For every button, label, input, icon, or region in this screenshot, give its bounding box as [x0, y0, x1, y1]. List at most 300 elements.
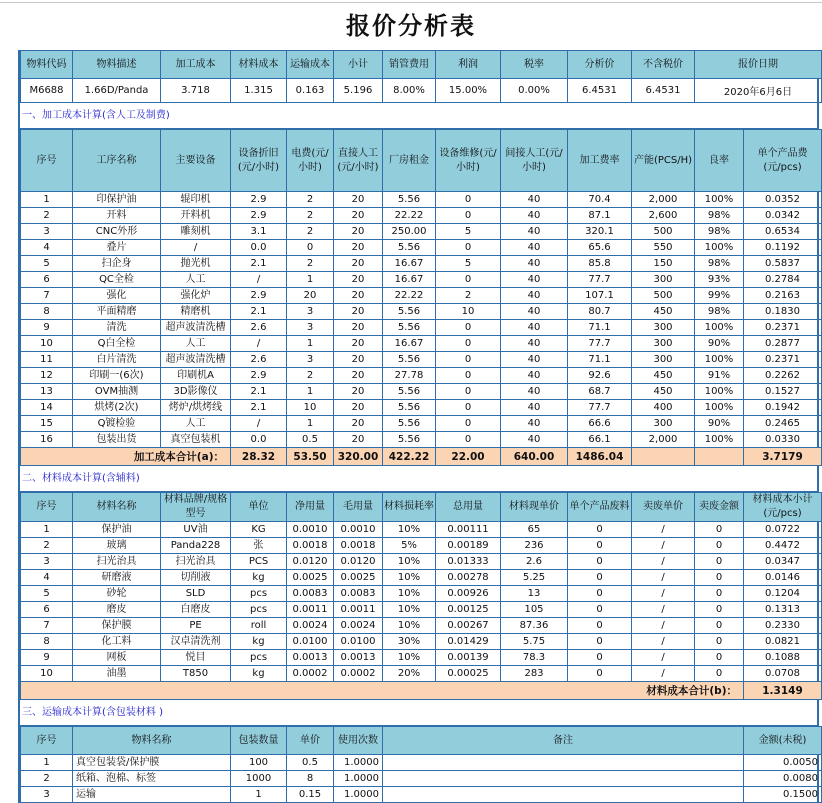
table-cell[interactable]: QC全检	[73, 272, 161, 288]
table-cell[interactable]: 300	[632, 320, 695, 336]
total-cell[interactable]: 1.3149	[744, 682, 822, 700]
table-cell[interactable]: /	[632, 570, 695, 586]
table-cell[interactable]: 人工	[161, 336, 231, 352]
table-cell[interactable]: 65	[501, 522, 568, 538]
table-cell[interactable]: Panda228	[161, 538, 231, 554]
pre-tax-price-cell[interactable]: 6.4531	[632, 79, 695, 103]
table-cell[interactable]: 87.1	[568, 208, 632, 224]
table-cell[interactable]: 5.56	[383, 384, 436, 400]
table-cell[interactable]: 20	[334, 272, 383, 288]
table-cell[interactable]: 10	[436, 304, 501, 320]
table-cell[interactable]: 0.0146	[744, 570, 822, 586]
table-cell[interactable]: 0.0010	[334, 522, 383, 538]
table-cell[interactable]: 1	[287, 336, 334, 352]
table-cell[interactable]: T850	[161, 666, 231, 682]
table-cell[interactable]: 0.0013	[287, 650, 334, 666]
table-cell[interactable]: 10	[21, 336, 73, 352]
table-cell[interactable]: 切削液	[161, 570, 231, 586]
table-cell[interactable]: 0.2784	[744, 272, 822, 288]
table-cell[interactable]: 20	[334, 288, 383, 304]
table-cell[interactable]: 10	[21, 666, 73, 682]
table-cell[interactable]: 10%	[383, 522, 436, 538]
table-cell[interactable]: 71.1	[568, 320, 632, 336]
table-cell[interactable]: 0.0013	[334, 650, 383, 666]
table-cell[interactable]: 20	[334, 368, 383, 384]
table-cell[interactable]: 1	[287, 272, 334, 288]
table-cell[interactable]: 0	[695, 570, 744, 586]
table-cell[interactable]: 0.0821	[744, 634, 822, 650]
table-cell[interactable]: 保护油	[73, 522, 161, 538]
table-cell[interactable]: 320.1	[568, 224, 632, 240]
table-cell[interactable]: 2	[21, 538, 73, 554]
table-cell[interactable]: 0	[287, 240, 334, 256]
table-cell[interactable]: 3	[287, 320, 334, 336]
table-cell[interactable]: 5.56	[383, 320, 436, 336]
table-cell[interactable]: 98%	[695, 224, 744, 240]
table-cell[interactable]: 0.0	[231, 240, 287, 256]
table-cell[interactable]: 2.9	[231, 288, 287, 304]
table-cell[interactable]: 叠片	[73, 240, 161, 256]
table-cell[interactable]: 0.00125	[436, 602, 501, 618]
table-cell[interactable]: 白磨皮	[161, 602, 231, 618]
table-cell[interactable]: 150	[632, 256, 695, 272]
table-cell[interactable]: 0.1942	[744, 400, 822, 416]
table-cell[interactable]: 化工料	[73, 634, 161, 650]
table-cell[interactable]: 真空包装袋/保护膜	[73, 755, 231, 771]
table-cell[interactable]: 平面精磨	[73, 304, 161, 320]
table-cell[interactable]: 人工	[161, 272, 231, 288]
table-cell[interactable]: 0.0722	[744, 522, 822, 538]
table-cell[interactable]: 0	[695, 554, 744, 570]
table-cell[interactable]: 3	[21, 787, 73, 803]
table-cell[interactable]: 5	[436, 224, 501, 240]
material-cost-cell[interactable]: 1.315	[231, 79, 287, 103]
table-cell[interactable]: 0.2371	[744, 352, 822, 368]
table-cell[interactable]: 7	[21, 288, 73, 304]
table-cell[interactable]: /	[161, 240, 231, 256]
table-cell[interactable]: 450	[632, 368, 695, 384]
table-cell[interactable]: 16.67	[383, 256, 436, 272]
table-cell[interactable]: 0	[695, 618, 744, 634]
table-cell[interactable]: 40	[501, 416, 568, 432]
table-cell[interactable]: Q白全检	[73, 336, 161, 352]
table-cell[interactable]: 0.00926	[436, 586, 501, 602]
table-cell[interactable]: 0.2371	[744, 320, 822, 336]
table-cell[interactable]: 0.01429	[436, 634, 501, 650]
table-cell[interactable]: 91%	[695, 368, 744, 384]
table-cell[interactable]: 2	[287, 224, 334, 240]
table-cell[interactable]: 87.36	[501, 618, 568, 634]
table-cell[interactable]: 3	[21, 224, 73, 240]
table-cell[interactable]: 236	[501, 538, 568, 554]
table-cell[interactable]: 抛光机	[161, 256, 231, 272]
table-cell[interactable]: 40	[501, 400, 568, 416]
table-cell[interactable]: 20	[334, 192, 383, 208]
table-cell[interactable]: 2	[287, 368, 334, 384]
table-cell[interactable]: 78.3	[501, 650, 568, 666]
table-cell[interactable]: 0.0080	[744, 771, 822, 787]
table-cell[interactable]: 1.0000	[334, 771, 383, 787]
table-cell[interactable]: 20	[334, 384, 383, 400]
table-cell[interactable]: 92.6	[568, 368, 632, 384]
table-cell[interactable]: 14	[21, 400, 73, 416]
total-cell[interactable]: 28.32	[231, 448, 287, 466]
table-cell[interactable]: pcs	[231, 586, 287, 602]
table-cell[interactable]: 0.0002	[334, 666, 383, 682]
table-cell[interactable]: 400	[632, 400, 695, 416]
table-cell[interactable]: 1	[21, 755, 73, 771]
table-cell[interactable]: 20	[287, 288, 334, 304]
table-cell[interactable]: 0.4472	[744, 538, 822, 554]
table-cell[interactable]: /	[231, 416, 287, 432]
table-cell[interactable]: 40	[501, 432, 568, 448]
table-cell[interactable]: 0.0083	[334, 586, 383, 602]
table-cell[interactable]: 0.0024	[287, 618, 334, 634]
table-cell[interactable]: 0.5	[287, 755, 334, 771]
table-cell[interactable]: 印刷一(6次)	[73, 368, 161, 384]
table-cell[interactable]: /	[632, 650, 695, 666]
table-cell[interactable]: 雕刻机	[161, 224, 231, 240]
table-cell[interactable]: 运输	[73, 787, 231, 803]
table-cell[interactable]: 2,000	[632, 192, 695, 208]
table-cell[interactable]: 77.7	[568, 336, 632, 352]
table-cell[interactable]: 2,600	[632, 208, 695, 224]
table-cell[interactable]: 10%	[383, 586, 436, 602]
table-cell[interactable]: 2	[287, 256, 334, 272]
table-cell[interactable]: 8	[287, 771, 334, 787]
table-cell[interactable]: /	[632, 522, 695, 538]
table-cell[interactable]: 66.6	[568, 416, 632, 432]
table-cell[interactable]: 100%	[695, 432, 744, 448]
table-cell[interactable]: 66.1	[568, 432, 632, 448]
table-cell[interactable]: 0.1830	[744, 304, 822, 320]
table-cell[interactable]: 5	[21, 586, 73, 602]
table-cell[interactable]: pcs	[231, 602, 287, 618]
table-cell[interactable]: 清洗	[73, 320, 161, 336]
table-cell[interactable]: 450	[632, 304, 695, 320]
total-cell[interactable]: 53.50	[287, 448, 334, 466]
table-cell[interactable]: 玻璃	[73, 538, 161, 554]
table-cell[interactable]: 6	[21, 272, 73, 288]
table-cell[interactable]: 3	[287, 304, 334, 320]
total-cell[interactable]: 22.00	[436, 448, 501, 466]
table-cell[interactable]: 2	[287, 208, 334, 224]
table-cell[interactable]: /	[231, 336, 287, 352]
table-cell[interactable]: 10%	[383, 602, 436, 618]
table-cell[interactable]: kg	[231, 634, 287, 650]
table-cell[interactable]: 0.0011	[334, 602, 383, 618]
table-cell[interactable]: 300	[632, 336, 695, 352]
table-cell[interactable]: 20	[334, 352, 383, 368]
table-cell[interactable]: 70.4	[568, 192, 632, 208]
table-cell[interactable]: 研磨液	[73, 570, 161, 586]
table-cell[interactable]: 0.00278	[436, 570, 501, 586]
table-cell[interactable]: 开料	[73, 208, 161, 224]
subtotal-cell[interactable]: 5.196	[334, 79, 383, 103]
table-cell[interactable]: 0.2330	[744, 618, 822, 634]
table-cell[interactable]: 7	[21, 618, 73, 634]
table-cell[interactable]: 40	[501, 368, 568, 384]
table-cell[interactable]: 107.1	[568, 288, 632, 304]
table-cell[interactable]: 3	[21, 554, 73, 570]
table-cell[interactable]: 强化炉	[161, 288, 231, 304]
table-cell[interactable]: 40	[501, 352, 568, 368]
table-cell[interactable]: 40	[501, 336, 568, 352]
table-cell[interactable]: 0	[695, 634, 744, 650]
table-cell[interactable]: 40	[501, 192, 568, 208]
table-cell[interactable]: 100%	[695, 240, 744, 256]
table-cell[interactable]: 2.6	[231, 352, 287, 368]
table-cell[interactable]: 40	[501, 384, 568, 400]
table-cell[interactable]: 0	[436, 336, 501, 352]
table-cell[interactable]: 0	[695, 602, 744, 618]
processing-cost-cell[interactable]: 3.718	[161, 79, 231, 103]
table-cell[interactable]: 4	[21, 570, 73, 586]
table-cell[interactable]: 1	[21, 522, 73, 538]
table-cell[interactable]	[383, 787, 744, 803]
analysis-price-cell[interactable]: 6.4531	[568, 79, 632, 103]
table-cell[interactable]: 0.2465	[744, 416, 822, 432]
table-cell[interactable]: 3D影像仪	[161, 384, 231, 400]
table-cell[interactable]: roll	[231, 618, 287, 634]
table-cell[interactable]: 砂轮	[73, 586, 161, 602]
table-cell[interactable]: 0.0342	[744, 208, 822, 224]
table-cell[interactable]: 68.7	[568, 384, 632, 400]
table-cell[interactable]: 2	[21, 208, 73, 224]
table-cell[interactable]: 0	[436, 400, 501, 416]
table-cell[interactable]: 0.1500	[744, 787, 822, 803]
table-cell[interactable]: 93%	[695, 272, 744, 288]
table-cell[interactable]: 网板	[73, 650, 161, 666]
table-cell[interactable]: 0.0120	[287, 554, 334, 570]
total-cell[interactable]	[695, 448, 744, 466]
table-cell[interactable]: pcs	[231, 650, 287, 666]
table-cell[interactable]: 13	[21, 384, 73, 400]
table-cell[interactable]: 30%	[383, 634, 436, 650]
table-cell[interactable]: 20	[334, 208, 383, 224]
table-cell[interactable]: 0.1088	[744, 650, 822, 666]
table-cell[interactable]: 5.25	[501, 570, 568, 586]
table-cell[interactable]: 90%	[695, 416, 744, 432]
table-cell[interactable]: 20	[334, 256, 383, 272]
table-cell[interactable]: 0.0083	[287, 586, 334, 602]
table-cell[interactable]: 1	[21, 192, 73, 208]
table-cell[interactable]: 300	[632, 352, 695, 368]
table-cell[interactable]: 10%	[383, 554, 436, 570]
table-cell[interactable]: 0	[695, 666, 744, 682]
table-cell[interactable]: 11	[21, 352, 73, 368]
table-cell[interactable]: 71.1	[568, 352, 632, 368]
table-cell[interactable]: 0	[695, 538, 744, 554]
table-cell[interactable]: 85.8	[568, 256, 632, 272]
table-cell[interactable]: 精磨机	[161, 304, 231, 320]
table-cell[interactable]: 15	[21, 416, 73, 432]
table-cell[interactable]: 0	[436, 352, 501, 368]
table-cell[interactable]: OVM抽测	[73, 384, 161, 400]
table-cell[interactable]: 印保护油	[73, 192, 161, 208]
table-cell[interactable]: 0	[436, 416, 501, 432]
table-cell[interactable]: 20	[334, 320, 383, 336]
table-cell[interactable]: 0	[568, 602, 632, 618]
table-cell[interactable]: kg	[231, 570, 287, 586]
table-cell[interactable]: 油墨	[73, 666, 161, 682]
table-cell[interactable]: 2	[21, 771, 73, 787]
table-cell[interactable]: 20	[334, 432, 383, 448]
table-cell[interactable]: 12	[21, 368, 73, 384]
table-cell[interactable]: 0.6534	[744, 224, 822, 240]
table-cell[interactable]: 0.5837	[744, 256, 822, 272]
table-cell[interactable]: 辊印机	[161, 192, 231, 208]
table-cell[interactable]: 0.0050	[744, 755, 822, 771]
table-cell[interactable]: 6	[21, 602, 73, 618]
table-cell[interactable]: 0	[695, 586, 744, 602]
table-cell[interactable]: 0.15	[287, 787, 334, 803]
table-cell[interactable]: 0.0025	[334, 570, 383, 586]
table-cell[interactable]: 0.1192	[744, 240, 822, 256]
table-cell[interactable]: 0.1313	[744, 602, 822, 618]
table-cell[interactable]: 8	[21, 304, 73, 320]
table-cell[interactable]: 2.1	[231, 304, 287, 320]
table-cell[interactable]: 65.6	[568, 240, 632, 256]
table-cell[interactable]: 纸箱、泡棉、标签	[73, 771, 231, 787]
total-cell[interactable]: 640.00	[501, 448, 568, 466]
table-cell[interactable]: 2.1	[231, 400, 287, 416]
table-cell[interactable]: 0.0120	[334, 554, 383, 570]
table-cell[interactable]: 0	[436, 384, 501, 400]
table-cell[interactable]: 5.75	[501, 634, 568, 650]
table-cell[interactable]: 300	[632, 272, 695, 288]
table-cell[interactable]: 10%	[383, 570, 436, 586]
table-cell[interactable]: 98%	[695, 256, 744, 272]
table-cell[interactable]: CNC外形	[73, 224, 161, 240]
table-cell[interactable]: 保护膜	[73, 618, 161, 634]
table-cell[interactable]: 9	[21, 650, 73, 666]
table-cell[interactable]: 0	[695, 522, 744, 538]
table-cell[interactable]: 5	[21, 256, 73, 272]
table-cell[interactable]: 5.56	[383, 192, 436, 208]
table-cell[interactable]: 汉卓清洗剂	[161, 634, 231, 650]
table-cell[interactable]: 2.6	[501, 554, 568, 570]
table-cell[interactable]: 0	[568, 634, 632, 650]
table-cell[interactable]: 3	[287, 352, 334, 368]
table-cell[interactable]: 0.0347	[744, 554, 822, 570]
table-cell[interactable]: SLD	[161, 586, 231, 602]
table-cell[interactable]: /	[231, 272, 287, 288]
table-cell[interactable]: 1.0000	[334, 787, 383, 803]
table-cell[interactable]: 扫光治具	[73, 554, 161, 570]
table-cell[interactable]: 80.7	[568, 304, 632, 320]
table-cell[interactable]: 250.00	[383, 224, 436, 240]
table-cell[interactable]: 0.01333	[436, 554, 501, 570]
table-cell[interactable]: 0.2877	[744, 336, 822, 352]
table-cell[interactable]: 2.9	[231, 208, 287, 224]
table-cell[interactable]: 5.56	[383, 352, 436, 368]
table-cell[interactable]: 0	[695, 650, 744, 666]
table-cell[interactable]: 0	[436, 320, 501, 336]
table-cell[interactable]: 40	[501, 320, 568, 336]
table-cell[interactable]: /	[632, 554, 695, 570]
table-cell[interactable]: 100%	[695, 320, 744, 336]
table-cell[interactable]: 99%	[695, 288, 744, 304]
table-cell[interactable]: 扫企身	[73, 256, 161, 272]
table-cell[interactable]: 3.1	[231, 224, 287, 240]
table-cell[interactable]: 强化	[73, 288, 161, 304]
table-cell[interactable]: 人工	[161, 416, 231, 432]
table-cell[interactable]: 0	[568, 554, 632, 570]
table-cell[interactable]: 40	[501, 256, 568, 272]
table-cell[interactable]: 16.67	[383, 272, 436, 288]
table-cell[interactable]: 90%	[695, 336, 744, 352]
table-cell[interactable]: 16	[21, 432, 73, 448]
table-cell[interactable]: 1	[231, 787, 287, 803]
table-cell[interactable]: 0	[436, 208, 501, 224]
table-cell[interactable]: 0.0100	[287, 634, 334, 650]
table-cell[interactable]: 0.0002	[287, 666, 334, 682]
table-cell[interactable]: kg	[231, 666, 287, 682]
table-cell[interactable]: /	[632, 538, 695, 554]
table-cell[interactable]: /	[632, 602, 695, 618]
table-cell[interactable]: 450	[632, 384, 695, 400]
shipping-cost-cell[interactable]: 0.163	[287, 79, 334, 103]
table-cell[interactable]: 8	[21, 634, 73, 650]
table-cell[interactable]: 5.56	[383, 240, 436, 256]
table-cell[interactable]: /	[632, 634, 695, 650]
table-cell[interactable]: 300	[632, 416, 695, 432]
table-cell[interactable]: 500	[632, 224, 695, 240]
table-cell[interactable]: 0.00189	[436, 538, 501, 554]
table-cell[interactable]: 5.56	[383, 304, 436, 320]
table-cell[interactable]: 0.00025	[436, 666, 501, 682]
table-cell[interactable]: 超声波清洗槽	[161, 320, 231, 336]
material-code-cell[interactable]: M6688	[21, 79, 73, 103]
table-cell[interactable]: Q镀检验	[73, 416, 161, 432]
table-cell[interactable]: 4	[21, 240, 73, 256]
table-cell[interactable]: 悦目	[161, 650, 231, 666]
table-cell[interactable]: 0.00139	[436, 650, 501, 666]
table-cell[interactable]: 550	[632, 240, 695, 256]
table-cell[interactable]: 1000	[231, 771, 287, 787]
table-cell[interactable]: 16.67	[383, 336, 436, 352]
table-cell[interactable]: 扫光治具	[161, 554, 231, 570]
table-cell[interactable]: PE	[161, 618, 231, 634]
table-cell[interactable]: 105	[501, 602, 568, 618]
table-cell[interactable]: 20	[334, 304, 383, 320]
table-cell[interactable]: 0	[436, 272, 501, 288]
table-cell[interactable]: 印刷机A	[161, 368, 231, 384]
table-cell[interactable]: 0.1204	[744, 586, 822, 602]
table-cell[interactable]: 0	[436, 368, 501, 384]
table-cell[interactable]: 40	[501, 272, 568, 288]
table-cell[interactable]: 20	[334, 336, 383, 352]
table-cell[interactable]: 2.9	[231, 192, 287, 208]
table-cell[interactable]: 40	[501, 304, 568, 320]
table-cell[interactable]: 5	[436, 256, 501, 272]
table-cell[interactable]: 0.0024	[334, 618, 383, 634]
table-cell[interactable]: 40	[501, 224, 568, 240]
table-cell[interactable]: 40	[501, 208, 568, 224]
table-cell[interactable]: 40	[501, 240, 568, 256]
table-cell[interactable]: 2.6	[231, 320, 287, 336]
table-cell[interactable]: 10%	[383, 618, 436, 634]
table-cell[interactable]: /	[632, 618, 695, 634]
table-cell[interactable]: 5.56	[383, 416, 436, 432]
table-cell[interactable]: 张	[231, 538, 287, 554]
table-cell[interactable]: 20	[334, 224, 383, 240]
tax-rate-cell[interactable]: 0.00%	[501, 79, 568, 103]
table-cell[interactable]: 2.9	[231, 368, 287, 384]
table-cell[interactable]: 0.0010	[287, 522, 334, 538]
table-cell[interactable]: 22.22	[383, 288, 436, 304]
